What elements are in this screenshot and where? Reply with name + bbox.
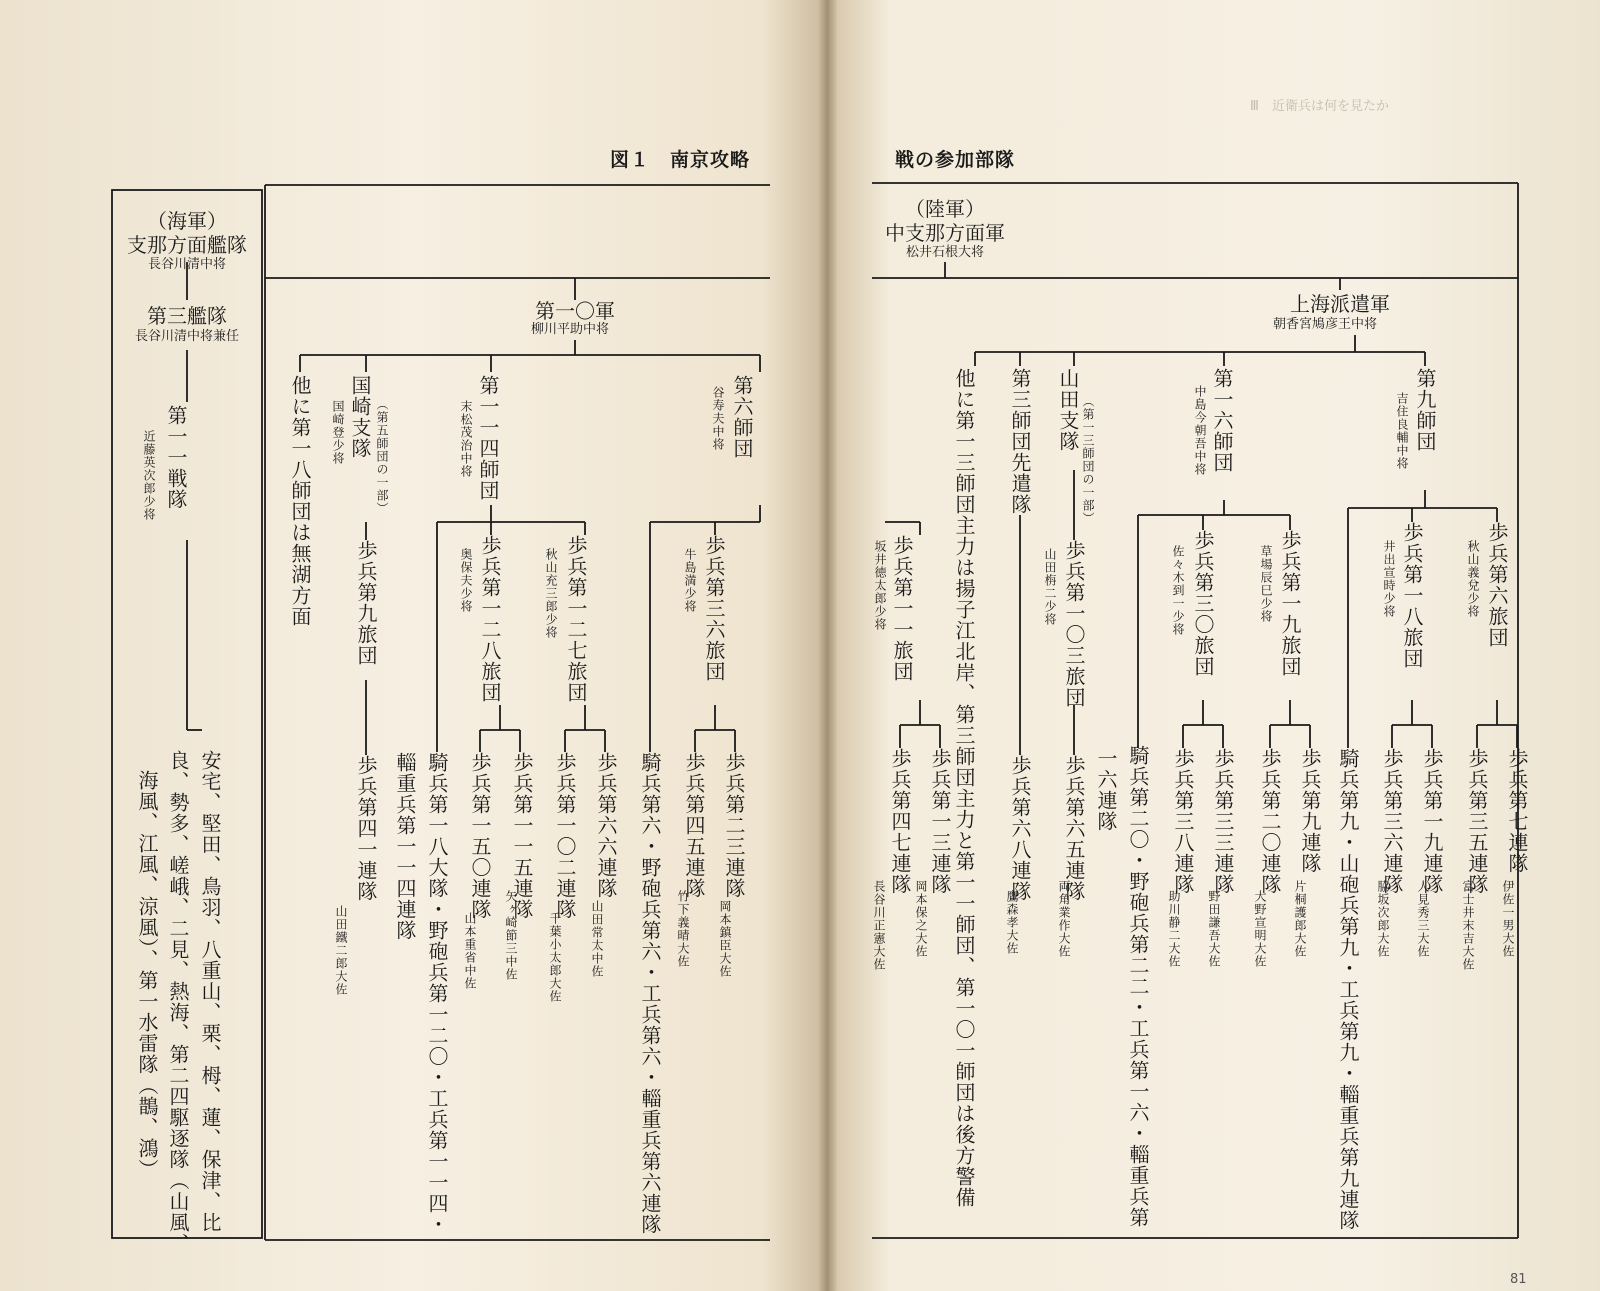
reg-33-commander: 野田謙吾大佐	[1207, 890, 1221, 968]
reg-23-commander: 岡本鎮臣大佐	[718, 900, 732, 978]
reg-47-commander: 長谷川正憲大佐	[872, 880, 886, 971]
navy-fleet-name: 支那方面艦隊	[127, 233, 247, 257]
reg-7-commander: 伊佐一男大佐	[1501, 880, 1515, 958]
reg-102-commander: 千葉小太郎大佐	[548, 912, 562, 1003]
reg-66-commander: 山田常太中佐	[590, 900, 604, 978]
div-6: 第六師団	[730, 375, 754, 459]
reg-36: 歩兵第三六連隊	[1380, 748, 1404, 895]
reg-23: 歩兵第二三連隊	[722, 752, 746, 899]
reg-150: 歩兵第一五〇連隊	[468, 752, 492, 920]
reg-45: 歩兵第四五連隊	[682, 752, 706, 899]
army-10: 第一〇軍	[535, 299, 615, 323]
bde-103: 歩兵第一〇三旅団	[1062, 540, 1086, 708]
reg-45-commander: 竹下義晴大佐	[676, 890, 690, 968]
other-div-13-note: 他に第一三師団主力は揚子江北岸、第三師団主力と第一一師団、第一〇一師団は後方警備	[952, 368, 976, 1208]
bde-19-commander: 草場辰巳少将	[1259, 545, 1273, 623]
third-fleet: 第三艦隊	[147, 304, 227, 328]
navy-fleet-commander: 長谷川清中将	[147, 257, 227, 272]
reg-19: 歩兵第一九連隊	[1420, 748, 1444, 895]
kunisaki-note: （第五師団の一部）	[375, 398, 389, 515]
reg-66: 歩兵第六六連隊	[594, 752, 618, 899]
bde-30-commander: 佐々木到一少将	[1171, 545, 1185, 636]
reg-19-commander: 人見秀三大佐	[1416, 880, 1430, 958]
bde-128: 歩兵第一二八旅団	[478, 535, 502, 703]
bde-18: 歩兵第一八旅団	[1400, 522, 1424, 669]
div-6-support-units: 騎兵第六・野砲兵第六・工兵第六・輜重兵第六連隊	[638, 752, 662, 1235]
bde-11: 歩兵第一一旅団	[890, 535, 914, 682]
third-fleet-commander: 長谷川清中将兼任	[134, 329, 240, 344]
div-16: 第一六師団	[1210, 368, 1234, 473]
figure-title-right: 戦の参加部隊	[894, 149, 1016, 171]
div-114-commander: 末松茂治中将	[459, 400, 473, 478]
reg-41-commander: 山田鐵二郎大佐	[334, 905, 348, 996]
army-branch: （陸軍）	[905, 197, 985, 221]
bde-128-commander: 奥保夫少将	[459, 548, 473, 613]
other-div-18-note: 他に第一八師団は無湖方面	[288, 375, 312, 627]
reg-13: 歩兵第一三連隊	[928, 748, 952, 895]
reg-38: 歩兵第三八連隊	[1171, 748, 1195, 895]
reg-9-commander: 片桐護郎大佐	[1293, 880, 1307, 958]
shanghai-expeditionary-army: 上海派遣軍	[1290, 292, 1390, 316]
bde-36-commander: 牛島満少将	[683, 548, 697, 613]
div-6-commander: 谷寿夫中将	[711, 386, 725, 451]
div-16-support-units: 騎兵第二〇・野砲兵第二二・工兵第一六・輜重兵第	[1126, 745, 1150, 1228]
div-9: 第九師団	[1413, 368, 1437, 452]
reg-7: 歩兵第七連隊	[1505, 748, 1529, 874]
bde-18-commander: 井出宣時少将	[1382, 540, 1396, 618]
bde-11-commander: 坂井徳太郎少将	[873, 540, 887, 631]
army-10-commander: 柳川平助中将	[530, 322, 610, 337]
navy-ships-line-3: 海風、江風、涼風）、第一水雷隊（鵲、鴻）	[135, 770, 159, 1180]
area-army-commander: 松井石根大将	[905, 245, 985, 260]
reg-33: 歩兵第三三連隊	[1211, 748, 1235, 895]
div-9-support-units: 騎兵第九・山砲兵第九・工兵第九・輜重兵第九連隊	[1336, 748, 1360, 1231]
running-head: Ⅲ 近衛兵は何を見たか	[1250, 99, 1389, 114]
navy-ships-line-1: 安宅、堅田、鳥羽、八重山、栗、栂、蓮、保津、比	[198, 750, 222, 1233]
reg-68: 歩兵第六八連隊	[1008, 755, 1032, 902]
div-16-support-units-2: 一六連隊	[1094, 748, 1118, 832]
reg-47: 歩兵第四七連隊	[888, 748, 912, 895]
reg-102: 歩兵第一〇二連隊	[553, 752, 577, 920]
page-number: 81	[1510, 1272, 1527, 1287]
reg-68-commander: 鷹森孝大佐	[1005, 890, 1019, 955]
bde-6: 歩兵第六旅団	[1485, 522, 1509, 648]
figure-title-left: 図１ 南京攻略	[609, 149, 751, 171]
bde-19: 歩兵第一九旅団	[1278, 530, 1302, 677]
bde-6-commander: 秋山義兌少将	[1466, 540, 1480, 618]
sentai-11-commander: 近藤英次郎少将	[142, 430, 156, 521]
div-9-commander: 吉住良輔中将	[1395, 392, 1409, 470]
reg-20-commander: 大野宣明大佐	[1253, 890, 1267, 968]
yamada-detachment: 山田支隊	[1056, 368, 1080, 452]
bde-127-commander: 秋山充三郎少将	[544, 548, 558, 639]
reg-65: 歩兵第六五連隊	[1062, 755, 1086, 902]
reg-36-commander: 脇坂次郎大佐	[1376, 880, 1390, 958]
area-army: 中支那方面軍	[885, 221, 1005, 245]
reg-9: 歩兵第九連隊	[1298, 748, 1322, 874]
reg-65-commander: 両角業作大佐	[1057, 880, 1071, 958]
yamada-note: （第一三師団の一部）	[1081, 395, 1095, 525]
reg-115-commander: 矢ヶ崎節三中佐	[504, 890, 518, 981]
navy-ships-line-2: 良、勢多、嵯峨、二見、熱海、第二四駆逐隊（山風、	[166, 750, 190, 1254]
reg-115: 歩兵第一一五連隊	[510, 752, 534, 920]
div-114-support-units: 騎兵第一八大隊・野砲兵第一二〇・工兵第一一四・	[425, 752, 449, 1235]
div-3-advance: 第三師団先遣隊	[1008, 368, 1032, 515]
reg-20: 歩兵第二〇連隊	[1258, 748, 1282, 895]
reg-41: 歩兵第四一連隊	[354, 755, 378, 902]
reg-35-commander: 富士井末吉大佐	[1461, 880, 1475, 971]
bde-9: 歩兵第九旅団	[354, 540, 378, 666]
reg-150-commander: 山本重省中佐	[463, 912, 477, 990]
bde-103-commander: 山田栴二少将	[1043, 548, 1057, 626]
kunisaki-detachment: 国崎支隊	[348, 375, 372, 459]
bde-30: 歩兵第三〇旅団	[1191, 530, 1215, 677]
navy-branch: （海軍）	[147, 209, 227, 233]
kunisaki-commander: 国崎登少将	[331, 400, 345, 465]
reg-38-commander: 助川静二大佐	[1167, 890, 1181, 968]
bde-36: 歩兵第三六旅団	[702, 535, 726, 682]
sentai-11: 第一一戦隊	[164, 405, 188, 510]
reg-35: 歩兵第三五連隊	[1465, 748, 1489, 895]
div-16-commander: 中島今朝吾中将	[1193, 385, 1207, 476]
bde-127: 歩兵第一二七旅団	[564, 535, 588, 703]
shanghai-expeditionary-army-commander: 朝香宮鳩彦王中将	[1272, 317, 1378, 332]
div-114-support-units-2: 輜重兵第一一四連隊	[393, 752, 417, 941]
div-114: 第一一四師団	[476, 375, 500, 501]
reg-13-commander: 岡本保之大佐	[914, 880, 928, 958]
